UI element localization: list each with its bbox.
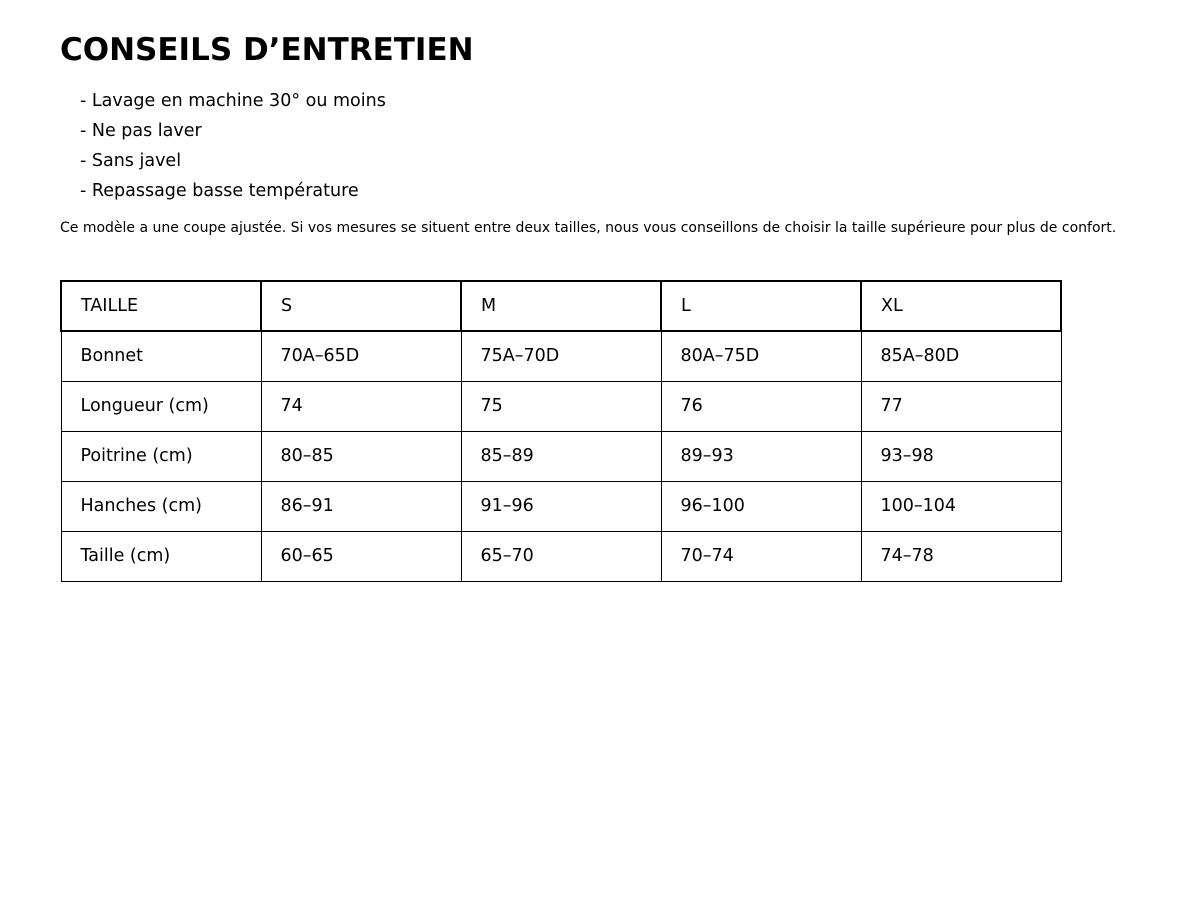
- header-cell: TAILLE: [61, 281, 261, 331]
- header-cell: L: [661, 281, 861, 331]
- table-row: [61, 531, 1061, 581]
- table-cell: 74–78: [861, 531, 1061, 581]
- table-cell: 80–85: [261, 431, 461, 481]
- table-cell: 85–89: [461, 431, 661, 481]
- row-label: Poitrine (cm): [61, 431, 261, 481]
- table-row: [61, 481, 1061, 531]
- table-cell: 74: [261, 381, 461, 431]
- care-item: - Lavage en machine 30° ou moins: [80, 91, 386, 111]
- header-cell: XL: [861, 281, 1061, 331]
- table-cell: 93–98: [861, 431, 1061, 481]
- table-cell: 80A–75D: [661, 331, 861, 381]
- table-cell: 75: [461, 381, 661, 431]
- care-item: - Ne pas laver: [80, 121, 202, 141]
- table-cell: 75A–70D: [461, 331, 661, 381]
- row-label: Bonnet: [61, 331, 261, 381]
- table-cell: 86–91: [261, 481, 461, 531]
- row-label: Longueur (cm): [61, 381, 261, 431]
- row-label: Hanches (cm): [61, 481, 261, 531]
- table-cell: 77: [861, 381, 1061, 431]
- table-cell: 89–93: [661, 431, 861, 481]
- header-cell: S: [261, 281, 461, 331]
- table-cell: 100–104: [861, 481, 1061, 531]
- size-table: [60, 280, 1062, 582]
- fit-note: Ce modèle a une coupe ajustée. Si vos mesures se situent entre deux tailles, nous vous conseillons de choisir la taille supérieure pour plus de confort.: [60, 220, 1117, 236]
- table-row: [61, 381, 1061, 431]
- table-cell: 96–100: [661, 481, 861, 531]
- table-cell: 91–96: [461, 481, 661, 531]
- table-cell: 70A–65D: [261, 331, 461, 381]
- table-cell: 85A–80D: [861, 331, 1061, 381]
- table-cell: 76: [661, 381, 861, 431]
- care-item: - Repassage basse température: [80, 181, 359, 201]
- table-cell: 70–74: [661, 531, 861, 581]
- header-cell: M: [461, 281, 661, 331]
- table-row: [61, 331, 1061, 381]
- care-list: [80, 86, 386, 206]
- table-cell: 60–65: [261, 531, 461, 581]
- care-item: - Sans javel: [80, 151, 182, 171]
- page-title: CONSEILS D’ENTRETIEN: [60, 32, 474, 68]
- table-cell: 65–70: [461, 531, 661, 581]
- table-header-row: [61, 281, 1061, 331]
- row-label: Taille (cm): [61, 531, 261, 581]
- table-row: [61, 431, 1061, 481]
